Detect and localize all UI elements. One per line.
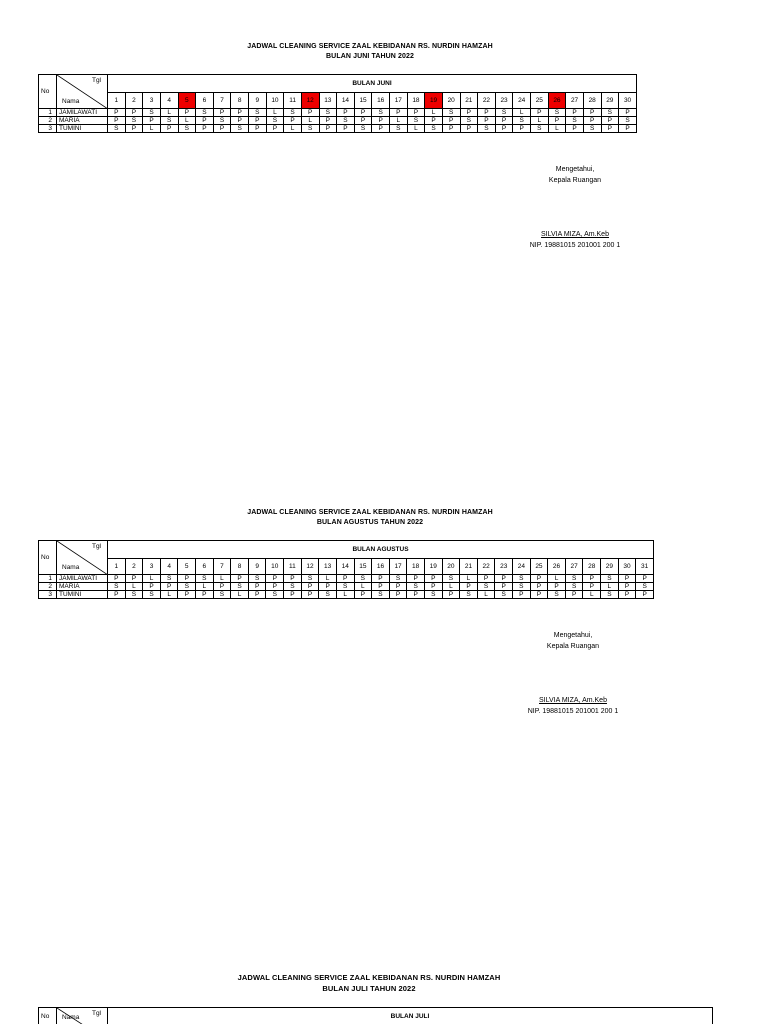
shift-cell: S <box>442 109 460 117</box>
shift-cell: P <box>618 583 636 591</box>
shift-cell: P <box>319 117 337 125</box>
day-header: 31 <box>636 559 654 575</box>
shift-cell: P <box>619 109 637 117</box>
shift-cell: L <box>284 125 302 133</box>
signature-acknowledged: Mengetahui, <box>555 166 595 173</box>
shift-cell: P <box>583 109 601 117</box>
shift-cell: S <box>337 117 355 125</box>
section-2-title: JADWAL CLEANING SERVICE ZAAL KEBIDANAN RS. NURDIN HAMZAH <box>247 509 493 516</box>
shift-cell: P <box>337 125 355 133</box>
shift-cell: P <box>248 583 266 591</box>
day-header: 23 <box>495 93 513 109</box>
day-header: 10 <box>266 93 284 109</box>
shift-cell: P <box>601 125 619 133</box>
day-header: 27 <box>566 93 584 109</box>
day-header: 17 <box>389 559 407 575</box>
shift-cell: L <box>425 109 443 117</box>
header-month: BULAN JULI <box>108 1008 713 1024</box>
shift-cell: P <box>636 591 654 599</box>
shift-cell: P <box>319 583 337 591</box>
day-header: 20 <box>442 559 460 575</box>
day-header: 30 <box>618 559 636 575</box>
shift-cell: L <box>601 583 619 591</box>
shift-cell: P <box>213 109 231 117</box>
day-header: 28 <box>583 559 601 575</box>
signature-name: SILVIA MIZA, Am.Keb <box>539 697 607 704</box>
day-header: 24 <box>513 93 531 109</box>
shift-cell: S <box>160 117 178 125</box>
day-header: 16 <box>372 559 390 575</box>
shift-cell: P <box>389 583 407 591</box>
day-header: 21 <box>460 93 478 109</box>
day-header: 7 <box>213 93 231 109</box>
shift-cell: L <box>548 125 566 133</box>
header-no: No <box>39 1008 57 1024</box>
shift-cell: L <box>143 575 161 583</box>
row-name: TUMINI <box>57 125 108 133</box>
header-nama: Nama <box>62 98 80 105</box>
shift-cell: S <box>284 109 302 117</box>
shift-cell: P <box>284 117 302 125</box>
day-header: 17 <box>390 93 408 109</box>
shift-cell: P <box>407 591 425 599</box>
day-header: 12 <box>301 559 319 575</box>
day-header: 4 <box>160 93 178 109</box>
day-header: 29 <box>601 93 619 109</box>
row-no: 3 <box>39 591 57 599</box>
header-tgl-nama <box>57 541 108 575</box>
shift-cell: S <box>284 583 302 591</box>
day-header: 3 <box>143 559 161 575</box>
signature-block-juni <box>500 164 650 186</box>
signature-block-agustus <box>498 630 648 652</box>
table-row <box>39 117 637 125</box>
table-row <box>39 125 637 133</box>
shift-cell: P <box>442 591 460 599</box>
shift-cell: P <box>196 117 214 125</box>
header-nama: Nama <box>62 1014 80 1021</box>
shift-cell: P <box>319 125 337 133</box>
signature-role: Kepala Ruangan <box>548 177 602 184</box>
day-header: 18 <box>407 559 425 575</box>
shift-cell: S <box>143 109 161 117</box>
shift-cell: P <box>424 575 442 583</box>
header-tgl: Tgl <box>91 77 101 84</box>
shift-cell: P <box>460 583 478 591</box>
shift-cell: P <box>390 109 408 117</box>
table-row <box>39 583 654 591</box>
day-header: 1 <box>108 559 126 575</box>
shift-cell: P <box>478 117 496 125</box>
shift-cell: S <box>478 125 496 133</box>
day-header: 20 <box>442 93 460 109</box>
row-name: MARIA <box>57 583 108 591</box>
day-header: 30 <box>619 93 637 109</box>
day-header: 26 <box>548 559 566 575</box>
section-3-title: JADWAL CLEANING SERVICE ZAAL KEBIDANAN RS. NURDIN HAMZAH <box>237 973 501 982</box>
shift-cell: L <box>354 583 372 591</box>
shift-cell: P <box>618 591 636 599</box>
shift-cell: P <box>618 575 636 583</box>
table-row <box>39 575 654 583</box>
shift-cell: P <box>372 117 390 125</box>
day-header: 13 <box>319 93 337 109</box>
day-header: 19 <box>424 559 442 575</box>
shift-cell: S <box>495 109 513 117</box>
shift-cell: S <box>601 575 619 583</box>
shift-cell: P <box>354 109 372 117</box>
shift-cell: S <box>196 575 214 583</box>
shift-cell: L <box>583 591 601 599</box>
shift-cell: S <box>531 125 549 133</box>
shift-cell: S <box>178 125 196 133</box>
shift-cell: S <box>336 583 354 591</box>
shift-cell: P <box>478 109 496 117</box>
shift-cell: S <box>196 109 214 117</box>
day-header: 18 <box>407 93 425 109</box>
shift-cell: S <box>548 109 566 117</box>
row-no: 3 <box>39 125 57 133</box>
shift-cell: P <box>143 583 161 591</box>
shift-cell: S <box>125 591 143 599</box>
shift-cell: S <box>565 575 583 583</box>
shift-cell: S <box>460 117 478 125</box>
shift-cell: L <box>160 591 178 599</box>
day-header: 2 <box>125 559 143 575</box>
shift-cell: P <box>530 583 548 591</box>
day-header: 23 <box>495 559 513 575</box>
day-header: 27 <box>565 559 583 575</box>
schedule-table-juni <box>38 74 637 133</box>
shift-cell: P <box>566 109 584 117</box>
shift-cell: P <box>372 125 390 133</box>
shift-cell: S <box>513 575 531 583</box>
shift-cell: P <box>354 591 372 599</box>
day-header: 2 <box>125 93 143 109</box>
shift-cell: P <box>178 575 196 583</box>
day-header: 4 <box>160 559 178 575</box>
shift-cell: P <box>548 117 566 125</box>
shift-cell: S <box>566 117 584 125</box>
day-header: 8 <box>231 559 249 575</box>
day-header: 5 <box>178 559 196 575</box>
shift-cell: S <box>248 575 266 583</box>
day-header: 16 <box>372 93 390 109</box>
shift-cell: P <box>266 125 284 133</box>
day-header: 25 <box>530 559 548 575</box>
shift-cell: P <box>301 583 319 591</box>
shift-cell: P <box>301 109 319 117</box>
header-month: BULAN JUNI <box>108 75 637 93</box>
shift-cell: P <box>531 109 549 117</box>
shift-cell: S <box>249 109 267 117</box>
shift-cell: L <box>442 583 460 591</box>
shift-cell: S <box>108 125 126 133</box>
shift-cell: S <box>143 591 161 599</box>
shift-cell: P <box>336 575 354 583</box>
shift-cell: P <box>566 125 584 133</box>
shift-cell: P <box>266 583 284 591</box>
row-no: 2 <box>39 583 57 591</box>
shift-cell: P <box>196 591 214 599</box>
shift-cell: P <box>178 591 196 599</box>
day-header: 6 <box>196 93 214 109</box>
header-tgl-nama <box>57 1008 108 1024</box>
shift-cell: P <box>477 575 495 583</box>
shift-cell: P <box>513 591 531 599</box>
row-no: 1 <box>39 109 57 117</box>
shift-cell: P <box>495 125 513 133</box>
day-header: 7 <box>213 559 231 575</box>
shift-cell: S <box>583 125 601 133</box>
day-header: 6 <box>196 559 214 575</box>
shift-cell: P <box>213 583 231 591</box>
shift-cell: P <box>460 109 478 117</box>
shift-cell: P <box>372 575 390 583</box>
shift-cell: P <box>513 125 531 133</box>
shift-cell: L <box>178 117 196 125</box>
shift-cell: S <box>601 109 619 117</box>
shift-cell: P <box>354 117 372 125</box>
shift-cell: S <box>442 575 460 583</box>
shift-cell: S <box>513 583 531 591</box>
section-1-title: JADWAL CLEANING SERVICE ZAAL KEBIDANAN RS. NURDIN HAMZAH <box>247 43 493 50</box>
shift-cell: P <box>108 109 126 117</box>
shift-cell: P <box>583 583 601 591</box>
shift-cell: L <box>548 575 566 583</box>
shift-cell: P <box>301 591 319 599</box>
shift-cell: P <box>125 575 143 583</box>
shift-cell: L <box>336 591 354 599</box>
shift-cell: L <box>160 109 178 117</box>
shift-cell: P <box>108 591 126 599</box>
shift-cell: P <box>213 125 231 133</box>
header-month: BULAN AGUSTUS <box>108 541 654 559</box>
shift-cell: S <box>390 125 408 133</box>
shift-cell: P <box>407 575 425 583</box>
day-header: 12 <box>301 93 319 109</box>
shift-cell: S <box>513 117 531 125</box>
shift-cell: P <box>495 583 513 591</box>
day-header: 22 <box>477 559 495 575</box>
day-header: 25 <box>531 93 549 109</box>
shift-cell: S <box>266 117 284 125</box>
shift-cell: S <box>213 591 231 599</box>
shift-cell: L <box>196 583 214 591</box>
row-name: TUMINI <box>57 591 108 599</box>
section-2-subtitle: BULAN AGUSTUS TAHUN 2022 <box>316 519 424 526</box>
shift-cell: P <box>125 109 143 117</box>
shift-cell: S <box>319 109 337 117</box>
schedule-table-juli <box>38 1007 713 1024</box>
shift-cell: S <box>301 125 319 133</box>
day-header: 11 <box>284 559 302 575</box>
shift-cell: L <box>231 591 249 599</box>
header-tgl: Tgl <box>91 543 101 550</box>
day-header: 13 <box>319 559 337 575</box>
shift-cell: S <box>619 117 637 125</box>
shift-cell: P <box>460 125 478 133</box>
shift-cell: P <box>337 109 355 117</box>
shift-cell: P <box>248 591 266 599</box>
shift-cell: P <box>636 575 654 583</box>
shift-cell: P <box>424 583 442 591</box>
table-row <box>39 109 637 117</box>
shift-cell: P <box>231 575 249 583</box>
shift-cell: P <box>108 575 126 583</box>
shift-cell: P <box>601 117 619 125</box>
header-nama: Nama <box>62 564 80 571</box>
day-header: 15 <box>354 559 372 575</box>
shift-cell: S <box>319 591 337 599</box>
shift-cell: P <box>249 117 267 125</box>
shift-cell: P <box>530 575 548 583</box>
day-header: 9 <box>248 559 266 575</box>
shift-cell: S <box>495 591 513 599</box>
shift-cell: P <box>160 125 178 133</box>
day-header: 1 <box>108 93 126 109</box>
shift-cell: P <box>530 591 548 599</box>
shift-cell: L <box>301 117 319 125</box>
shift-cell: S <box>407 117 425 125</box>
shift-cell: S <box>266 591 284 599</box>
shift-cell: S <box>460 591 478 599</box>
section-1-subtitle: BULAN JUNI TAHUN 2022 <box>326 53 414 60</box>
shift-cell: S <box>601 591 619 599</box>
shift-cell: L <box>125 583 143 591</box>
row-no: 1 <box>39 575 57 583</box>
shift-cell: S <box>108 583 126 591</box>
header-tgl-nama <box>57 75 108 109</box>
shift-cell: S <box>407 583 425 591</box>
signature-name: SILVIA MIZA, Am.Keb <box>541 231 609 238</box>
shift-cell: P <box>548 583 566 591</box>
table-row <box>39 591 654 599</box>
day-header: 14 <box>337 93 355 109</box>
shift-cell: S <box>548 591 566 599</box>
day-header: 28 <box>583 93 601 109</box>
shift-cell: P <box>619 125 637 133</box>
row-name: JAMILAWATI <box>57 575 108 583</box>
shift-cell: S <box>424 591 442 599</box>
shift-cell: S <box>372 591 390 599</box>
shift-cell: P <box>565 591 583 599</box>
header-no: No <box>39 75 57 109</box>
shift-cell: P <box>495 117 513 125</box>
shift-cell: P <box>583 117 601 125</box>
signature-name-block-agustus <box>498 695 648 717</box>
shift-cell: L <box>531 117 549 125</box>
day-header: 14 <box>336 559 354 575</box>
shift-cell: P <box>425 117 443 125</box>
shift-cell: S <box>565 583 583 591</box>
shift-cell: P <box>231 117 249 125</box>
signature-role: Kepala Ruangan <box>546 643 600 650</box>
row-name: JAMILAWATI <box>57 109 108 117</box>
shift-cell: P <box>143 117 161 125</box>
shift-cell: S <box>125 117 143 125</box>
shift-cell: P <box>196 125 214 133</box>
shift-cell: L <box>460 575 478 583</box>
day-header: 26 <box>548 93 566 109</box>
shift-cell: S <box>178 583 196 591</box>
row-name: MARIA <box>57 117 108 125</box>
shift-cell: L <box>477 591 495 599</box>
shift-cell: P <box>495 575 513 583</box>
shift-cell: S <box>231 583 249 591</box>
shift-cell: L <box>143 125 161 133</box>
header-no: No <box>39 541 57 575</box>
day-header: 19 <box>425 93 443 109</box>
signature-name-block-juni <box>500 229 650 251</box>
shift-cell: S <box>160 575 178 583</box>
day-header: 24 <box>513 559 531 575</box>
day-header: 21 <box>460 559 478 575</box>
shift-cell: S <box>354 125 372 133</box>
shift-cell: P <box>284 575 302 583</box>
day-header: 3 <box>143 93 161 109</box>
shift-cell: P <box>231 109 249 117</box>
shift-cell: P <box>389 591 407 599</box>
day-header: 8 <box>231 93 249 109</box>
shift-cell: P <box>442 117 460 125</box>
day-header: 10 <box>266 559 284 575</box>
shift-cell: P <box>583 575 601 583</box>
day-header: 9 <box>249 93 267 109</box>
shift-cell: L <box>407 125 425 133</box>
day-header: 15 <box>354 93 372 109</box>
shift-cell: P <box>442 125 460 133</box>
shift-cell: S <box>389 575 407 583</box>
shift-cell: P <box>284 591 302 599</box>
shift-cell: S <box>477 583 495 591</box>
shift-cell: S <box>301 575 319 583</box>
shift-cell: P <box>125 125 143 133</box>
shift-cell: L <box>213 575 231 583</box>
shift-cell: L <box>390 117 408 125</box>
header-tgl: Tgl <box>91 1010 101 1017</box>
shift-cell: P <box>178 109 196 117</box>
shift-cell: P <box>266 575 284 583</box>
day-header: 22 <box>478 93 496 109</box>
shift-cell: S <box>354 575 372 583</box>
shift-cell: S <box>213 117 231 125</box>
day-header: 11 <box>284 93 302 109</box>
shift-cell: S <box>372 109 390 117</box>
shift-cell: P <box>372 583 390 591</box>
shift-cell: P <box>108 117 126 125</box>
shift-cell: L <box>513 109 531 117</box>
schedule-table-agustus <box>38 540 654 599</box>
signature-nip: NIP. 19881015 201001 200 1 <box>527 708 619 715</box>
section-3-subtitle: BULAN JULI TAHUN 2022 <box>322 984 416 993</box>
shift-cell: P <box>407 109 425 117</box>
shift-cell: P <box>249 125 267 133</box>
day-header: 29 <box>601 559 619 575</box>
signature-nip: NIP. 19881015 201001 200 1 <box>529 242 621 249</box>
shift-cell: L <box>266 109 284 117</box>
day-header: 5 <box>178 93 196 109</box>
row-no: 2 <box>39 117 57 125</box>
shift-cell: P <box>160 583 178 591</box>
shift-cell: S <box>636 583 654 591</box>
shift-cell: S <box>425 125 443 133</box>
signature-acknowledged: Mengetahui, <box>553 632 593 639</box>
shift-cell: L <box>319 575 337 583</box>
shift-cell: S <box>231 125 249 133</box>
